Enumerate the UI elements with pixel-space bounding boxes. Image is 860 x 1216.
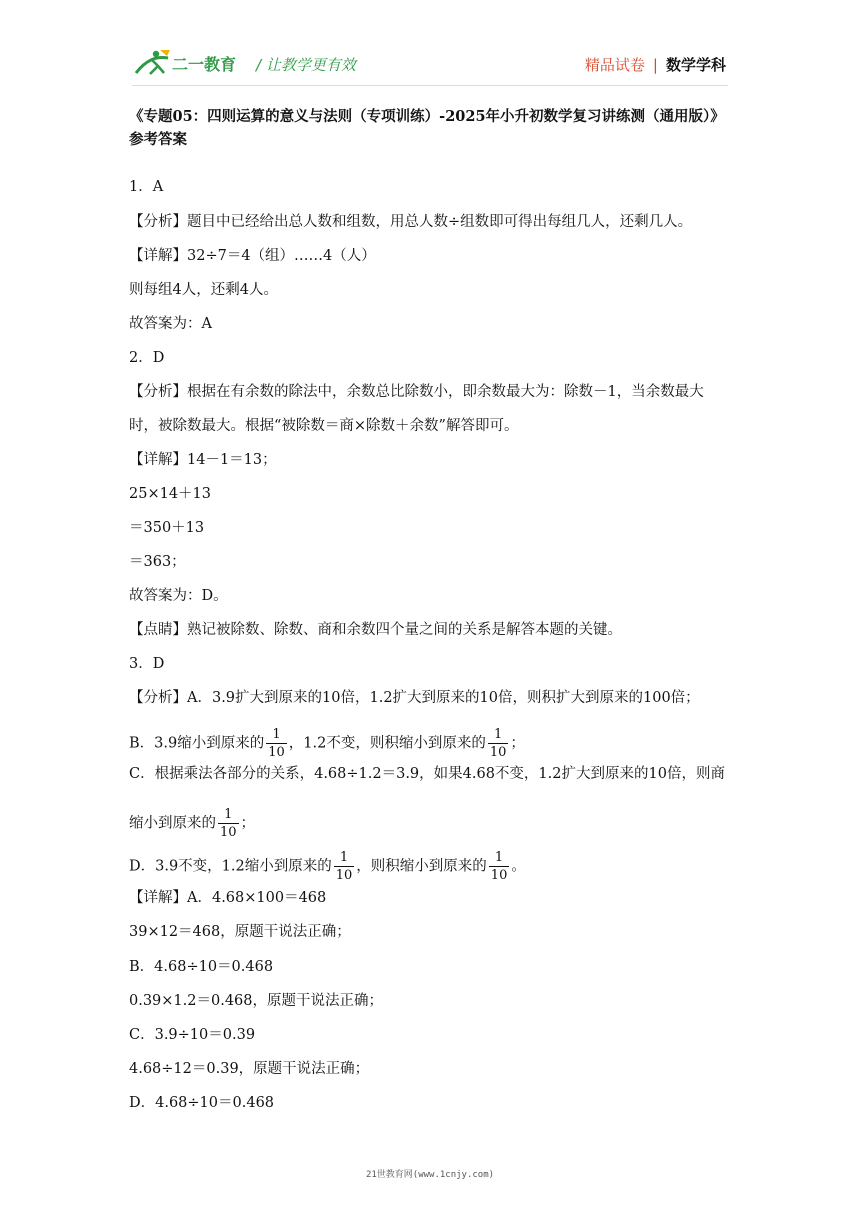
q2-detail-1: 【详解】14－1＝13；: [129, 452, 277, 468]
header-divider: [132, 85, 728, 86]
q3-detail-6: 4.68÷12＝0.39，原题干说法正确；: [129, 1061, 370, 1077]
subject-tags: [585, 54, 726, 75]
q3-analysis-b: [129, 727, 525, 760]
page-footer: 21世教育网(www.1cnjy.com): [365, 1170, 495, 1180]
q3-detail-7: D．4.68÷10＝0.468: [129, 1095, 275, 1111]
q2-analysis-1: 【分析】根据在有余数的除法中，余数总比除数小，即余数最大为：除数－1，当余数最大: [129, 384, 704, 400]
q1-detail: 【详解】32÷7＝4（组）……4（人）: [129, 248, 376, 264]
q3-c-text-2: ；: [240, 815, 256, 832]
q2-comment: 【点睛】熟记被除数、除数、商和余数四个量之间的关系是解答本题的关键。: [129, 622, 622, 638]
fraction-one-tenth: [334, 851, 355, 882]
q2-detail-4: ＝363；: [129, 554, 186, 570]
q3-detail-3: B．4.68÷10＝0.468: [129, 959, 274, 975]
fraction-denominator: 10: [489, 745, 507, 760]
q1-analysis: 【分析】题目中已经给出总人数和组数，用总人数÷组数即可得出每组几人，还剩几人。: [129, 214, 693, 230]
tag-premium: 精品试卷: [584, 56, 645, 74]
slogan: / 让教学更有效: [256, 56, 356, 74]
question-1-answer: 1．A: [129, 179, 164, 195]
fraction-numerator: 1: [272, 727, 281, 742]
tag-subject: 数学学科: [665, 56, 726, 74]
title-line-2: 参考答案: [129, 131, 187, 148]
document-title: [129, 105, 739, 151]
fraction-one-tenth: [488, 728, 509, 759]
question-2-answer: 2．D: [129, 350, 165, 366]
q3-detail-1: 【详解】A．4.68×100＝468: [129, 890, 327, 906]
fraction-denominator: 10: [220, 825, 237, 840]
q2-final: 故答案为：D。: [129, 588, 228, 604]
q1-final: 故答案为：A: [129, 316, 212, 332]
q3-detail-2: 39×12＝468，原题干说法正确；: [129, 924, 351, 940]
tag-divider: |: [652, 56, 658, 74]
fraction-numerator: 1: [339, 850, 349, 865]
logo-text: 二一教育: [172, 55, 237, 74]
fraction-one-tenth: [489, 851, 510, 882]
fraction-numerator: 1: [494, 850, 504, 865]
fraction-one-tenth: [266, 728, 287, 759]
fraction-numerator: 1: [224, 807, 233, 822]
page-header: [0, 0, 860, 96]
fraction-numerator: 1: [493, 727, 503, 742]
q3-analysis-c-1: C．根据乘法各部分的关系，4.68÷1.2＝3.9，如果4.68不变，1.2扩大到原来的10倍，则商: [129, 766, 725, 782]
q3-d-text-3: 。: [511, 858, 526, 875]
fraction-one-tenth: [218, 808, 239, 839]
fraction-denominator: 10: [268, 745, 285, 760]
q2-detail-3: ＝350＋13: [129, 520, 205, 536]
q3-detail-4: 0.39×1.2＝0.468，原题干说法正确；: [129, 993, 384, 1009]
q3-analysis-c-2: [129, 807, 256, 840]
q3-detail-5: C．3.9÷10＝0.39: [129, 1027, 256, 1043]
q3-d-text-2: ，则积缩小到原来的: [356, 858, 487, 875]
q3-analysis-d: [129, 850, 526, 883]
q2-analysis-2: 时，被除数最大。根据“被除数＝商×除数＋余数”解答即可。: [129, 418, 519, 434]
title-line-1: 《专题05：四则运算的意义与法则（专项训练）-2025年小升初数学复习讲练测（通用版）》: [129, 108, 725, 125]
q3-b-text-3: ；: [510, 735, 525, 752]
q3-c-text-1: 缩小到原来的: [129, 815, 216, 832]
q1-detail-2: 则每组4人，还剩4人。: [129, 282, 278, 298]
question-3-answer: 3．D: [129, 656, 165, 672]
q3-b-text-1: B．3.9缩小到原来的: [129, 735, 265, 752]
q3-d-text-1: D．3.9不变，1.2缩小到原来的: [129, 858, 332, 875]
q2-detail-2: 25×14＋13: [129, 486, 212, 502]
fraction-denominator: 10: [335, 868, 353, 883]
fraction-denominator: 10: [490, 868, 508, 883]
logo-icon: [134, 46, 244, 80]
q3-b-text-2: ，1.2不变，则积缩小到原来的: [288, 735, 486, 752]
q3-analysis-a: 【分析】A．3.9扩大到原来的10倍，1.2扩大到原来的10倍，则积扩大到原来的100倍；: [129, 690, 700, 706]
